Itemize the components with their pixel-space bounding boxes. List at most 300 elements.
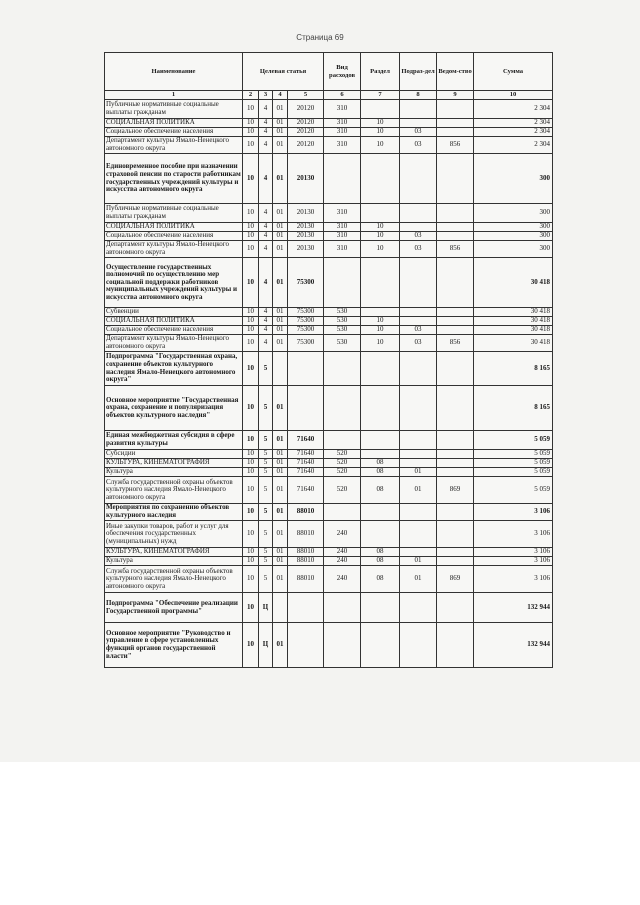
table-row — [105, 521, 553, 548]
target-code-part: 10 — [243, 450, 259, 459]
target-code-part: 75300 — [288, 258, 324, 308]
row-name: Департамент культуры Ямало-Ненецкого автономного округа — [105, 335, 243, 352]
target-code-part: 4 — [259, 326, 273, 335]
department-cell: 869 — [437, 566, 474, 593]
subsection-cell — [400, 223, 437, 232]
section-cell: 10 — [361, 128, 400, 137]
target-code-part: 20120 — [288, 100, 324, 119]
expense-type-cell: 310 — [324, 128, 361, 137]
target-code-part — [273, 593, 288, 623]
section-cell: 08 — [361, 477, 400, 504]
target-code-part: 75300 — [288, 326, 324, 335]
subsection-cell — [400, 308, 437, 317]
row-name: Социальное обеспечение населения — [105, 232, 243, 241]
target-code-part: 4 — [259, 154, 273, 204]
expense-type-cell: 520 — [324, 450, 361, 459]
table-row — [105, 241, 553, 258]
expense-type-cell: 520 — [324, 477, 361, 504]
amount-cell: 3 106 — [474, 504, 553, 521]
row-name: Основное мероприятие "Государственная охрана, сохранение и популяризация объектов культурного наследия" — [105, 386, 243, 431]
target-code-part — [288, 593, 324, 623]
row-name: СОЦИАЛЬНАЯ ПОЛИТИКА — [105, 223, 243, 232]
target-code-part: 01 — [273, 335, 288, 352]
section-cell — [361, 386, 400, 431]
target-code-part: 4 — [259, 119, 273, 128]
target-code-part: 01 — [273, 326, 288, 335]
table-row — [105, 308, 553, 317]
amount-cell: 5 059 — [474, 477, 553, 504]
target-code-part: 01 — [273, 557, 288, 566]
row-name: СОЦИАЛЬНАЯ ПОЛИТИКА — [105, 119, 243, 128]
subsection-cell — [400, 431, 437, 450]
amount-cell: 3 106 — [474, 521, 553, 548]
header-subsection: Подраз-дел — [400, 53, 437, 91]
target-code-part: 01 — [273, 317, 288, 326]
target-code-part: 88010 — [288, 521, 324, 548]
target-code-part: 01 — [273, 450, 288, 459]
table-row — [105, 137, 553, 154]
row-name: Мероприятия по сохранению объектов культурного наследия — [105, 504, 243, 521]
subsection-cell: 03 — [400, 241, 437, 258]
section-cell: 08 — [361, 566, 400, 593]
target-code-part: 88010 — [288, 566, 324, 593]
expense-type-cell: 310 — [324, 100, 361, 119]
row-name: КУЛЬТУРА, КИНЕМАТОГРАФИЯ — [105, 548, 243, 557]
target-code-part: 10 — [243, 548, 259, 557]
expense-type-cell: 530 — [324, 326, 361, 335]
subsection-cell — [400, 623, 437, 668]
subsection-cell — [400, 593, 437, 623]
target-code-part: 10 — [243, 352, 259, 386]
target-code-part: 20120 — [288, 128, 324, 137]
row-name: Социальное обеспечение населения — [105, 326, 243, 335]
department-cell — [437, 308, 474, 317]
target-code-part: 10 — [243, 521, 259, 548]
table-row — [105, 623, 553, 668]
target-code-part: 01 — [273, 100, 288, 119]
target-code-part: 10 — [243, 326, 259, 335]
target-code-part: 10 — [243, 308, 259, 317]
target-code-part: 01 — [273, 232, 288, 241]
section-cell — [361, 154, 400, 204]
expense-type-cell: 530 — [324, 335, 361, 352]
section-cell: 10 — [361, 335, 400, 352]
department-cell — [437, 326, 474, 335]
subsection-cell: 01 — [400, 477, 437, 504]
section-cell: 10 — [361, 223, 400, 232]
expense-type-cell: 240 — [324, 566, 361, 593]
subsection-cell — [400, 204, 437, 223]
amount-cell: 300 — [474, 232, 553, 241]
target-code-part: 01 — [273, 548, 288, 557]
target-code-part: 10 — [243, 566, 259, 593]
target-code-part: Ц — [259, 593, 273, 623]
department-cell — [437, 154, 474, 204]
target-code-part: 88010 — [288, 504, 324, 521]
department-cell — [437, 223, 474, 232]
header-sum: Сумма — [474, 53, 553, 91]
target-code-part: 10 — [243, 100, 259, 119]
table-row — [105, 317, 553, 326]
department-cell — [437, 521, 474, 548]
header-section: Раздел — [361, 53, 400, 91]
expense-type-cell: 310 — [324, 137, 361, 154]
row-name: Осуществление государственных полномочий по осуществлению мер социальной поддержки работников муниципальных учреждений культуры и искусства автономного округа — [105, 258, 243, 308]
department-cell — [437, 204, 474, 223]
expense-type-cell: 240 — [324, 521, 361, 548]
subsection-cell: 03 — [400, 326, 437, 335]
target-code-part: 5 — [259, 352, 273, 386]
target-code-part: 5 — [259, 431, 273, 450]
expense-type-cell: 310 — [324, 241, 361, 258]
amount-cell: 2 304 — [474, 137, 553, 154]
column-number: 4 — [273, 91, 288, 100]
amount-cell: 300 — [474, 223, 553, 232]
amount-cell: 30 418 — [474, 335, 553, 352]
subsection-cell — [400, 258, 437, 308]
target-code-part: 5 — [259, 557, 273, 566]
page-number-label: Страница 69 — [296, 33, 344, 42]
column-number: 7 — [361, 91, 400, 100]
table-row — [105, 326, 553, 335]
target-code-part: 71640 — [288, 477, 324, 504]
target-code-part: 10 — [243, 232, 259, 241]
expense-type-cell: 310 — [324, 223, 361, 232]
expense-type-cell: 310 — [324, 204, 361, 223]
target-code-part: 4 — [259, 241, 273, 258]
department-cell — [437, 317, 474, 326]
table-row — [105, 386, 553, 431]
table-row — [105, 548, 553, 557]
target-code-part: 5 — [259, 450, 273, 459]
department-cell — [437, 459, 474, 468]
department-cell — [437, 548, 474, 557]
amount-cell: 5 059 — [474, 450, 553, 459]
target-code-part: 01 — [273, 204, 288, 223]
department-cell — [437, 232, 474, 241]
budget-table — [104, 52, 553, 668]
row-name: Культура — [105, 468, 243, 477]
target-code-part: 5 — [259, 548, 273, 557]
section-cell — [361, 308, 400, 317]
target-code-part: 4 — [259, 258, 273, 308]
amount-cell: 300 — [474, 154, 553, 204]
column-number: 10 — [474, 91, 553, 100]
department-cell — [437, 386, 474, 431]
row-name: Социальное обеспечение населения — [105, 128, 243, 137]
section-cell — [361, 521, 400, 548]
department-cell: 856 — [437, 335, 474, 352]
row-name: Субсидии — [105, 450, 243, 459]
target-code-part: 01 — [273, 431, 288, 450]
subsection-cell: 03 — [400, 128, 437, 137]
table-row — [105, 119, 553, 128]
header-name: Наименование — [105, 53, 243, 91]
section-cell — [361, 593, 400, 623]
row-name: Основное мероприятие "Руководство и управление в сфере установленных функций органов государственной власти" — [105, 623, 243, 668]
expense-type-cell — [324, 386, 361, 431]
expense-type-cell — [324, 431, 361, 450]
section-cell — [361, 204, 400, 223]
target-code-part: 4 — [259, 232, 273, 241]
target-code-part: 20130 — [288, 241, 324, 258]
table-row — [105, 468, 553, 477]
target-code-part: 10 — [243, 317, 259, 326]
amount-cell: 2 304 — [474, 128, 553, 137]
table-row — [105, 100, 553, 119]
section-cell — [361, 504, 400, 521]
target-code-part: 01 — [273, 154, 288, 204]
target-code-part: 88010 — [288, 548, 324, 557]
department-cell — [437, 258, 474, 308]
department-cell — [437, 431, 474, 450]
department-cell: 856 — [437, 137, 474, 154]
subsection-cell — [400, 352, 437, 386]
target-code-part: 71640 — [288, 459, 324, 468]
row-name: Культура — [105, 557, 243, 566]
expense-type-cell — [324, 352, 361, 386]
table-row — [105, 128, 553, 137]
row-name: Единовременное пособие при назначении страховой пенсии по старости работникам государственных учреждений культуры и искусства автономного округа — [105, 154, 243, 204]
table-row — [105, 477, 553, 504]
target-code-part: 01 — [273, 566, 288, 593]
target-code-part: 5 — [259, 386, 273, 431]
row-name: Единая межбюджетная субсидия в сфере развития культуры — [105, 431, 243, 450]
target-code-part: 01 — [273, 258, 288, 308]
row-name: Субвенции — [105, 308, 243, 317]
expense-type-cell: 310 — [324, 119, 361, 128]
target-code-part — [288, 623, 324, 668]
row-name: СОЦИАЛЬНАЯ ПОЛИТИКА — [105, 317, 243, 326]
target-code-part: 75300 — [288, 317, 324, 326]
target-code-part: 01 — [273, 119, 288, 128]
target-code-part: 4 — [259, 223, 273, 232]
column-number: 2 — [243, 91, 259, 100]
table-header-row — [105, 53, 553, 91]
section-cell: 08 — [361, 459, 400, 468]
target-code-part: 01 — [273, 223, 288, 232]
department-cell — [437, 557, 474, 566]
target-code-part: 5 — [259, 566, 273, 593]
target-code-part: 01 — [273, 623, 288, 668]
target-code-part: 20120 — [288, 119, 324, 128]
department-cell: 856 — [437, 241, 474, 258]
target-code-part: 5 — [259, 504, 273, 521]
subsection-cell — [400, 521, 437, 548]
department-cell — [437, 119, 474, 128]
column-number: 3 — [259, 91, 273, 100]
target-code-part: 20130 — [288, 154, 324, 204]
section-cell — [361, 431, 400, 450]
subsection-cell — [400, 317, 437, 326]
subsection-cell — [400, 100, 437, 119]
section-cell — [361, 258, 400, 308]
row-name: Департамент культуры Ямало-Ненецкого автономного округа — [105, 137, 243, 154]
row-name: Публичные нормативные социальные выплаты гражданам — [105, 204, 243, 223]
subsection-cell — [400, 459, 437, 468]
subsection-cell — [400, 504, 437, 521]
amount-cell: 132 944 — [474, 593, 553, 623]
amount-cell: 30 418 — [474, 308, 553, 317]
target-code-part: 10 — [243, 431, 259, 450]
amount-cell: 3 106 — [474, 557, 553, 566]
amount-cell: 300 — [474, 204, 553, 223]
expense-type-cell: 520 — [324, 468, 361, 477]
subsection-cell: 03 — [400, 137, 437, 154]
target-code-part: 01 — [273, 477, 288, 504]
amount-cell: 132 944 — [474, 623, 553, 668]
amount-cell: 3 106 — [474, 566, 553, 593]
target-code-part: 5 — [259, 468, 273, 477]
department-cell — [437, 623, 474, 668]
section-cell: 10 — [361, 241, 400, 258]
expense-type-cell: 240 — [324, 557, 361, 566]
target-code-part: 75300 — [288, 335, 324, 352]
subsection-cell — [400, 386, 437, 431]
row-name: Служба государственной охраны объектов культурного наследия Ямало-Ненецкого автономного округа — [105, 566, 243, 593]
column-number: 6 — [324, 91, 361, 100]
table-row — [105, 232, 553, 241]
department-cell — [437, 352, 474, 386]
target-code-part: 4 — [259, 317, 273, 326]
section-cell: 10 — [361, 317, 400, 326]
target-code-part: 71640 — [288, 450, 324, 459]
target-code-part: 10 — [243, 477, 259, 504]
target-code-part: 88010 — [288, 557, 324, 566]
target-code-part: 01 — [273, 459, 288, 468]
target-code-part: 10 — [243, 154, 259, 204]
amount-cell: 3 106 — [474, 548, 553, 557]
table-row — [105, 593, 553, 623]
target-code-part: 10 — [243, 459, 259, 468]
table-row — [105, 352, 553, 386]
section-cell: 08 — [361, 468, 400, 477]
amount-cell: 5 059 — [474, 459, 553, 468]
amount-cell: 30 418 — [474, 258, 553, 308]
subsection-cell — [400, 548, 437, 557]
amount-cell: 5 059 — [474, 468, 553, 477]
section-cell — [361, 623, 400, 668]
table-row — [105, 431, 553, 450]
target-code-part: 20130 — [288, 204, 324, 223]
target-code-part: 10 — [243, 468, 259, 477]
target-code-part: 10 — [243, 623, 259, 668]
column-number: 9 — [437, 91, 474, 100]
target-code-part: 10 — [243, 504, 259, 521]
target-code-part: 10 — [243, 223, 259, 232]
subsection-cell: 03 — [400, 335, 437, 352]
column-number: 8 — [400, 91, 437, 100]
department-cell — [437, 593, 474, 623]
table-row — [105, 223, 553, 232]
target-code-part: 01 — [273, 468, 288, 477]
section-cell: 08 — [361, 557, 400, 566]
target-code-part: 01 — [273, 521, 288, 548]
target-code-part: 01 — [273, 241, 288, 258]
amount-cell: 30 418 — [474, 326, 553, 335]
expense-type-cell — [324, 623, 361, 668]
target-code-part: 10 — [243, 128, 259, 137]
target-code-part: 5 — [259, 477, 273, 504]
target-code-part: 20120 — [288, 137, 324, 154]
amount-cell: 300 — [474, 241, 553, 258]
section-cell: 10 — [361, 232, 400, 241]
amount-cell: 2 304 — [474, 100, 553, 119]
target-code-part: 4 — [259, 204, 273, 223]
target-code-part: 4 — [259, 137, 273, 154]
row-name: КУЛЬТУРА, КИНЕМАТОГРАФИЯ — [105, 459, 243, 468]
target-code-part: 01 — [273, 386, 288, 431]
target-code-part: 4 — [259, 335, 273, 352]
department-cell — [437, 504, 474, 521]
target-code-part: 71640 — [288, 468, 324, 477]
column-number: 1 — [105, 91, 243, 100]
section-cell — [361, 352, 400, 386]
target-code-part: 10 — [243, 386, 259, 431]
table-row — [105, 204, 553, 223]
table-row — [105, 154, 553, 204]
amount-cell: 8 165 — [474, 386, 553, 431]
amount-cell: 30 418 — [474, 317, 553, 326]
target-code-part: 20130 — [288, 232, 324, 241]
department-cell — [437, 128, 474, 137]
amount-cell: 2 304 — [474, 119, 553, 128]
target-code-part: 75300 — [288, 308, 324, 317]
table-row — [105, 459, 553, 468]
target-code-part: 01 — [273, 137, 288, 154]
row-name: Иные закупки товаров, работ и услуг для обеспечения государственных (муниципальных) нужд — [105, 521, 243, 548]
amount-cell: 5 059 — [474, 431, 553, 450]
row-name: Департамент культуры Ямало-Ненецкого автономного округа — [105, 241, 243, 258]
table-row — [105, 335, 553, 352]
target-code-part: 20130 — [288, 223, 324, 232]
target-code-part: 10 — [243, 119, 259, 128]
expense-type-cell: 520 — [324, 459, 361, 468]
section-cell — [361, 100, 400, 119]
expense-type-cell — [324, 593, 361, 623]
target-code-part: 4 — [259, 100, 273, 119]
header-dept: Ведом-ство — [437, 53, 474, 91]
target-code-part: 71640 — [288, 431, 324, 450]
expense-type-cell: 530 — [324, 308, 361, 317]
column-number-row — [105, 91, 553, 100]
department-cell — [437, 100, 474, 119]
department-cell — [437, 468, 474, 477]
subsection-cell — [400, 450, 437, 459]
expense-type-cell — [324, 258, 361, 308]
target-code-part — [288, 386, 324, 431]
target-code-part: 10 — [243, 335, 259, 352]
target-code-part — [273, 352, 288, 386]
expense-type-cell: 240 — [324, 548, 361, 557]
target-code-part: 10 — [243, 241, 259, 258]
department-cell: 869 — [437, 477, 474, 504]
expense-type-cell: 530 — [324, 317, 361, 326]
target-code-part: 10 — [243, 557, 259, 566]
header-target: Целевая статья — [243, 53, 324, 91]
target-code-part — [288, 352, 324, 386]
expense-type-cell: 310 — [324, 232, 361, 241]
expense-type-cell — [324, 504, 361, 521]
expense-type-cell — [324, 154, 361, 204]
amount-cell: 8 165 — [474, 352, 553, 386]
table-row — [105, 258, 553, 308]
target-code-part: Ц — [259, 623, 273, 668]
target-code-part: 01 — [273, 128, 288, 137]
table-row — [105, 557, 553, 566]
row-name: Подпрограмма "Государственная охрана, сохранение объектов культурного наследия Ямало-Ненецкого автономного округа" — [105, 352, 243, 386]
target-code-part: 10 — [243, 137, 259, 154]
